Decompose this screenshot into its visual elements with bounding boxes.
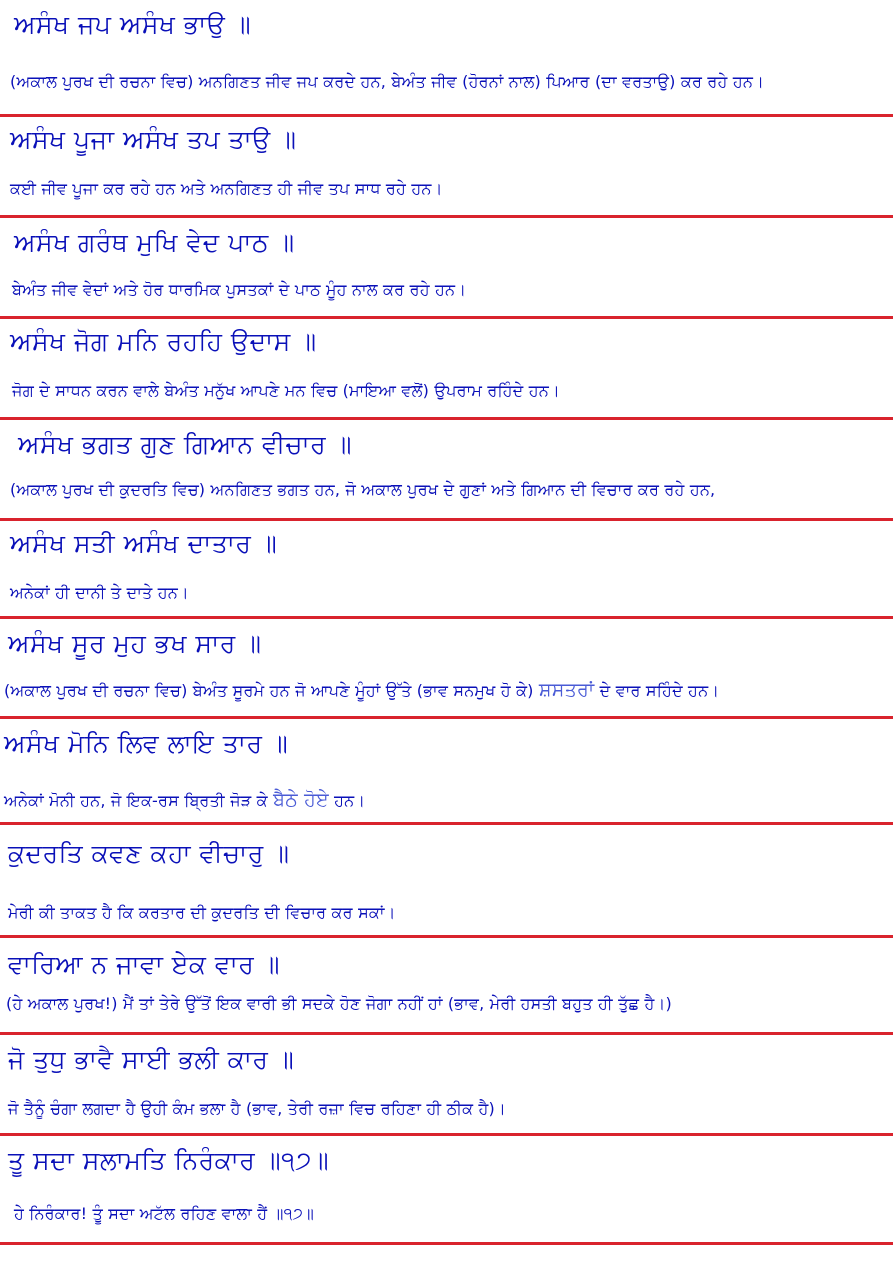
- meaning-text: ਦੇ ਵਾਰ ਸਹਿੰਦੇ ਹਨ।: [599, 681, 720, 700]
- verse-line: ਵਾਰਿਆ ਨ ਜਾਵਾ ਏਕ ਵਾਰ ॥: [8, 950, 281, 979]
- verse-meaning: ਜੋਗ ਦੇ ਸਾਧਨ ਕਰਨ ਵਾਲੇ ਬੇਅੰਤ ਮਨੁੱਖ ਆਪਣੇ ਮਨ ਵਿਚ (ਮਾਇਆ ਵਲੋਂ) ਉਪਰਾਮ ਰਹਿੰਦੇ ਹਨ।: [12, 381, 560, 400]
- verse-line: ਜੋ ਤੁਧੁ ਭਾਵੈ ਸਾਈ ਭਲੀ ਕਾਰ ॥: [8, 1045, 295, 1074]
- verse-block: [0, 319, 893, 420]
- verse-line: ਤੂ ਸਦਾ ਸਲਾਮਤਿ ਨਿਰੰਕਾਰ ॥੧੭॥: [8, 1146, 330, 1175]
- verse-block: [0, 1136, 893, 1245]
- verse-line: ਅਸੰਖ ਜਪ ਅਸੰਖ ਭਾਉ ॥: [14, 10, 252, 39]
- verse-block: [0, 719, 893, 825]
- meaning-text: ਅਨੇਕਾਂ ਮੋਨੀ ਹਨ, ਜੋ ਇਕ-ਰਸ ਬ੍ਰਿਤੀ ਜੋੜ ਕੇ: [4, 791, 268, 810]
- verse-meaning: ਮੇਰੀ ਕੀ ਤਾਕਤ ਹੈ ਕਿ ਕਰਤਾਰ ਦੀ ਕੁਦਰਤਿ ਦੀ ਵਿਚਾਰ ਕਰ ਸਕਾਂ।: [8, 903, 396, 922]
- meaning-text: (ਅਕਾਲ ਪੁਰਖ ਦੀ ਰਚਨਾ ਵਿਚ) ਬੇਅੰਤ ਸੂਰਮੇ ਹਨ ਜੋ ਆਪਣੇ ਮੂੰਹਾਂ ਉੱਤੇ (ਭਾਵ ਸਨਮੁਖ ਹੋ ਕੇ): [4, 681, 534, 700]
- verse-line: ਕੁਦਰਤਿ ਕਵਣ ਕਹਾ ਵੀਚਾਰੁ ॥: [8, 839, 290, 868]
- verse-meaning: ਹੇ ਨਿਰੰਕਾਰ! ਤੂੰ ਸਦਾ ਅਟੱਲ ਰਹਿਣ ਵਾਲਾ ਹੈਂ ॥੧੭॥: [14, 1204, 314, 1223]
- verse-block: [0, 0, 893, 117]
- verse-block: [0, 825, 893, 938]
- verse-line: ਅਸੰਖ ਭਗਤ ਗੁਣ ਗਿਆਨ ਵੀਚਾਰ ॥: [18, 430, 352, 459]
- verse-meaning: (ਹੇ ਅਕਾਲ ਪੁਰਖ!) ਮੈਂ ਤਾਂ ਤੇਰੇ ਉੱਤੋਂ ਇਕ ਵਾਰੀ ਭੀ ਸਦਕੇ ਹੋਣ ਜੋਗਾ ਨਹੀਂ ਹਾਂ (ਭਾਵ, ਮੇਰੀ ਹਸਤੀ ਬਹੁਤ ਹੀ ਤੁੱਛ ਹੈ।): [6, 994, 672, 1013]
- verse-meaning: ਜੋ ਤੈਨੂੰ ਚੰਗਾ ਲਗਦਾ ਹੈ ਉਹੀ ਕੰਮ ਭਲਾ ਹੈ (ਭਾਵ, ਤੇਰੀ ਰਜ਼ਾ ਵਿਚ ਰਹਿਣਾ ਹੀ ਠੀਕ ਹੈ)।: [8, 1099, 506, 1118]
- verse-block: [0, 938, 893, 1035]
- verse-block: [0, 218, 893, 319]
- highlighted-word: ਬੈਠੇ ਹੋਏ: [273, 789, 329, 811]
- verse-line: ਅਸੰਖ ਸੂਰ ਮੁਹ ਭਖ ਸਾਰ ॥: [8, 629, 262, 658]
- verse-line: ਅਸੰਖ ਗਰੰਥ ਮੁਖਿ ਵੇਦ ਪਾਠ ॥: [14, 228, 295, 257]
- verse-meaning: [4, 789, 365, 811]
- verse-meaning: ਬੇਅੰਤ ਜੀਵ ਵੇਦਾਂ ਅਤੇ ਹੋਰ ਧਾਰਮਿਕ ਪੁਸਤਕਾਂ ਦੇ ਪਾਠ ਮੂੰਹ ਨਾਲ ਕਰ ਰਹੇ ਹਨ।: [12, 280, 467, 299]
- verse-block: [0, 1035, 893, 1136]
- verse-block: [0, 117, 893, 218]
- verse-meaning: ਕਈ ਜੀਵ ਪੂਜਾ ਕਰ ਰਹੇ ਹਨ ਅਤੇ ਅਨਗਿਣਤ ਹੀ ਜੀਵ ਤਪ ਸਾਧ ਰਹੇ ਹਨ।: [10, 179, 443, 198]
- meaning-text: ਹਨ।: [334, 791, 366, 810]
- verse-line: ਅਸੰਖ ਜੋਗ ਮਨਿ ਰਹਹਿ ਉਦਾਸ ॥: [10, 327, 317, 356]
- verse-line: ਅਸੰਖ ਪੂਜਾ ਅਸੰਖ ਤਪ ਤਾਉ ॥: [10, 125, 297, 154]
- verse-meaning: ਅਨੇਕਾਂ ਹੀ ਦਾਨੀ ਤੇ ਦਾਤੇ ਹਨ।: [10, 583, 189, 602]
- highlighted-word: ਸ਼ਸਤਰਾਂ: [538, 679, 595, 701]
- verse-block: [0, 420, 893, 521]
- verse-meaning: (ਅਕਾਲ ਪੁਰਖ ਦੀ ਰਚਨਾ ਵਿਚ) ਅਨਗਿਣਤ ਜੀਵ ਜਪ ਕਰਦੇ ਹਨ, ਬੇਅੰਤ ਜੀਵ (ਹੋਰਨਾਂ ਨਾਲ) ਪਿਆਰ (ਦਾ ਵਰਤਾਉ) ਕਰ ਰਹੇ ਹਨ।: [10, 72, 765, 91]
- verse-line: ਅਸੰਖ ਮੋਨਿ ਲਿਵ ਲਾਇ ਤਾਰ ॥: [4, 729, 289, 758]
- verse-meaning: (ਅਕਾਲ ਪੁਰਖ ਦੀ ਕੁਦਰਤਿ ਵਿਚ) ਅਨਗਿਣਤ ਭਗਤ ਹਨ, ਜੋ ਅਕਾਲ ਪੁਰਖ ਦੇ ਗੁਣਾਂ ਅਤੇ ਗਿਆਨ ਦੀ ਵਿਚਾਰ ਕਰ ਰਹੇ ਹਨ,: [10, 480, 716, 499]
- verse-block: [0, 619, 893, 719]
- verse-line: ਅਸੰਖ ਸਤੀ ਅਸੰਖ ਦਾਤਾਰ ॥: [10, 529, 278, 558]
- verse-meaning: [4, 679, 719, 701]
- verse-block: [0, 521, 893, 619]
